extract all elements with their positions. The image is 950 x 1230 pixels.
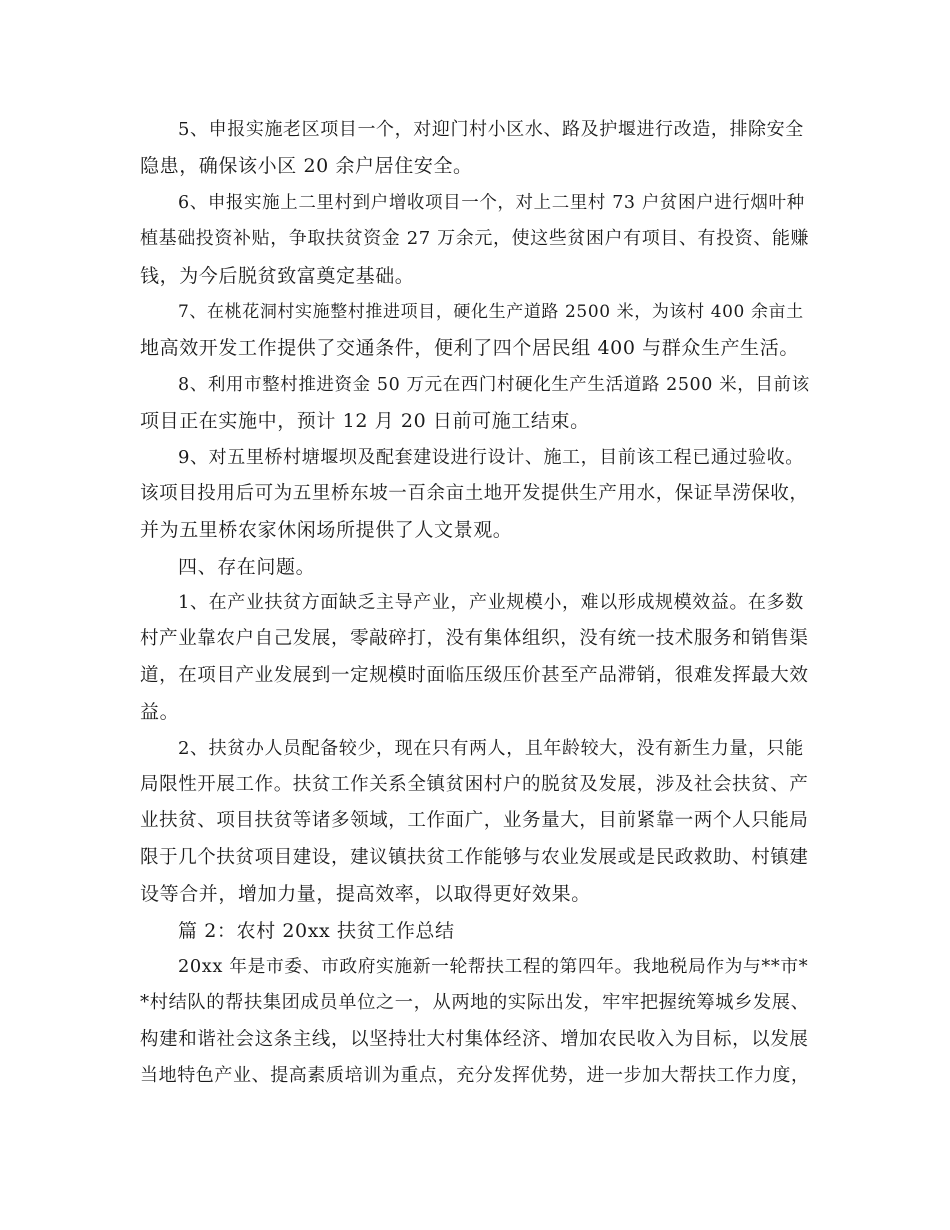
text-line: 局限性开展工作。扶贫工作关系全镇贫困村户的脱贫及发展，涉及社会扶贫、产 [140,774,809,796]
text-line: 1、在产业扶贫方面缺乏主导产业，产业规模小，难以形成规模效益。在多数 [178,592,804,614]
text-line: 9、对五里桥村塘堰坝及配套建设进行设计、施工，目前该工程已通过验收。 [178,446,804,468]
text-line: 益。 [140,701,180,724]
text-line: 20xx 年是市委、市政府实施新一轮帮扶工程的第四年。我地税局作为与**市* [178,956,809,977]
text-line: 当地特色产业、提高素质培训为重点，充分发挥优势，进一步加大帮扶工作力度， [140,1065,810,1087]
text-line: 限于几个扶贫项目建设，建议镇扶贫工作能够与农业发展或是民政救助、村镇建 [140,846,809,868]
text-line: 该项目投用后可为五里桥东坡一百余亩土地开发提供生产用水，保证旱涝保收， [140,482,809,504]
text-line: 8、利用市整村推进资金 50 万元在西门村硬化生产生活道路 2500 米，目前该 [178,374,810,395]
text-line: 道，在项目产业发展到一定规模时面临压级压价甚至产品滞销，很难发挥最大效 [140,664,809,686]
section-heading: 四、存在问题。 [178,555,316,578]
text-line: 钱，为今后脱贫致富奠定基础。 [140,264,415,287]
text-line: *村结队的帮扶集团成员单位之一，从两地的实际出发，牢牢把握统筹城乡发展、 [140,992,810,1014]
text-line: 2、扶贫办人员配备较少，现在只有两人，且年龄较大，没有新生力量，只能 [178,737,804,759]
text-line: 村产业靠农户自己发展，零敲碎打，没有集体组织，没有统一技术服务和销售渠 [140,628,809,650]
document-body [140,112,810,1095]
text-line: 地高效开发工作提供了交通条件，便利了四个居民组 400 与群众生产生活。 [140,337,799,360]
text-line: 隐患，确保该小区 20 余户居住安全。 [140,155,473,178]
text-line: 项目正在实施中，预计 12 月 20 日前可施工结束。 [140,410,590,433]
text-line: 5、申报实施老区项目一个，对迎门村小区水、路及护堰进行改造，排除安全 [178,119,804,140]
article-title: 篇 2：农村 20xx 扶贫工作总结 [178,919,455,942]
text-line: 植基础投资补贴，争取扶贫资金 27 万余元，使这些贫困户有项目、有投资、能赚 [140,228,810,250]
text-line: 7、在桃花洞村实施整村推进项目，硬化生产道路 2500 米，为该村 400 余亩土 [178,301,804,322]
text-line: 6、申报实施上二里村到户增收项目一个，对上二里村 73 户贫困户进行烟叶种 [178,192,805,213]
text-line: 设等合并，增加力量，提高效率，以取得更好效果。 [140,883,591,906]
text-line: 并为五里桥农家休闲场所提供了人文景观。 [140,519,513,542]
text-line: 业扶贫、项目扶贫等诸多领域，工作面广，业务量大，目前紧靠一两个人只能局 [140,810,809,832]
text-line: 构建和谐社会这条主线，以坚持壮大村集体经济、增加农民收入为目标，以发展 [140,1028,809,1050]
